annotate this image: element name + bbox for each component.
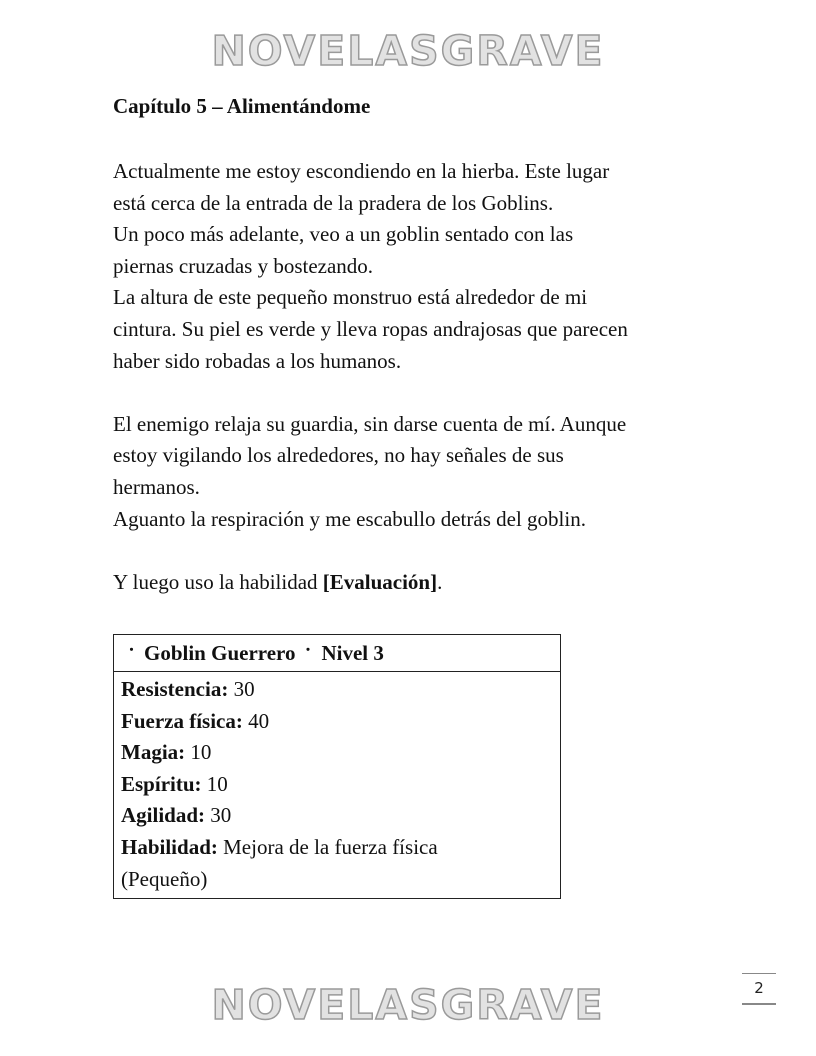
monster-name: Goblin Guerrero (144, 640, 296, 665)
text-line: hermanos. (113, 474, 200, 499)
text-line: Aguanto la respiración y me escabullo detrás del goblin. (113, 506, 586, 531)
stat-row (121, 800, 552, 832)
stat-value: Mejora de la fuerza física (217, 834, 438, 859)
skill-name: [Evaluación] (322, 569, 438, 594)
stat-row (121, 674, 552, 706)
skill-use-line (113, 567, 713, 599)
chapter-title: Capítulo 5 – Alimentándome (113, 94, 371, 118)
stat-label: Fuerza física: (121, 708, 243, 733)
bullet-icon: ･ (128, 644, 135, 659)
text-line: Actualmente me estoy escondiendo en la hierba. Este lugar (113, 159, 610, 183)
chapter-body (113, 156, 713, 598)
watermark-bottom: NOVELASGRAVE (211, 981, 605, 1029)
watermark-top: NOVELASGRAVE (211, 27, 605, 75)
skill-prefix: Y luego uso la habilidad (113, 569, 323, 594)
stat-value: 30 (205, 803, 232, 828)
stat-value: 10 (201, 771, 228, 796)
text-line: La altura de este pequeño monstruo está alrededor de mi (113, 285, 588, 310)
stat-label: Agilidad: (121, 803, 206, 828)
text-line: piernas cruzadas y bostezando. (113, 253, 374, 278)
status-box (113, 634, 561, 899)
stat-label: Habilidad: (121, 834, 218, 859)
text-line: estoy vigilando los alrededores, no hay señales de sus (113, 443, 564, 468)
text-line: Un poco más adelante, veo a un goblin sentado con las (113, 222, 574, 247)
stat-row-continuation: (Pequeño) (121, 866, 208, 891)
monster-level: Nivel 3 (321, 640, 384, 665)
text-line: haber sido robadas a los humanos. (113, 348, 402, 373)
skill-suffix: . (437, 569, 443, 594)
stat-value: 30 (228, 677, 255, 701)
stat-label: Espíritu: (121, 771, 202, 796)
stat-label: Resistencia: (121, 677, 229, 701)
text-line: cintura. Su piel es verde y lleva ropas andrajosas que parecen (113, 316, 628, 341)
stat-row (121, 769, 552, 801)
stat-label: Magia: (121, 740, 186, 765)
bullet-icon: ･ (304, 644, 312, 659)
page-number: 2 (742, 973, 776, 1005)
stat-row (121, 737, 552, 769)
text-line: El enemigo relaja su guardia, sin darse cuenta de mí. Aunque (113, 411, 627, 436)
stat-value: 40 (242, 708, 270, 733)
status-rows (114, 672, 560, 895)
stat-value: 10 (185, 740, 212, 765)
stat-row (121, 832, 552, 864)
status-header (114, 635, 560, 672)
stat-row (121, 706, 552, 738)
text-line: está cerca de la entrada de la pradera de los Goblins. (113, 190, 554, 215)
